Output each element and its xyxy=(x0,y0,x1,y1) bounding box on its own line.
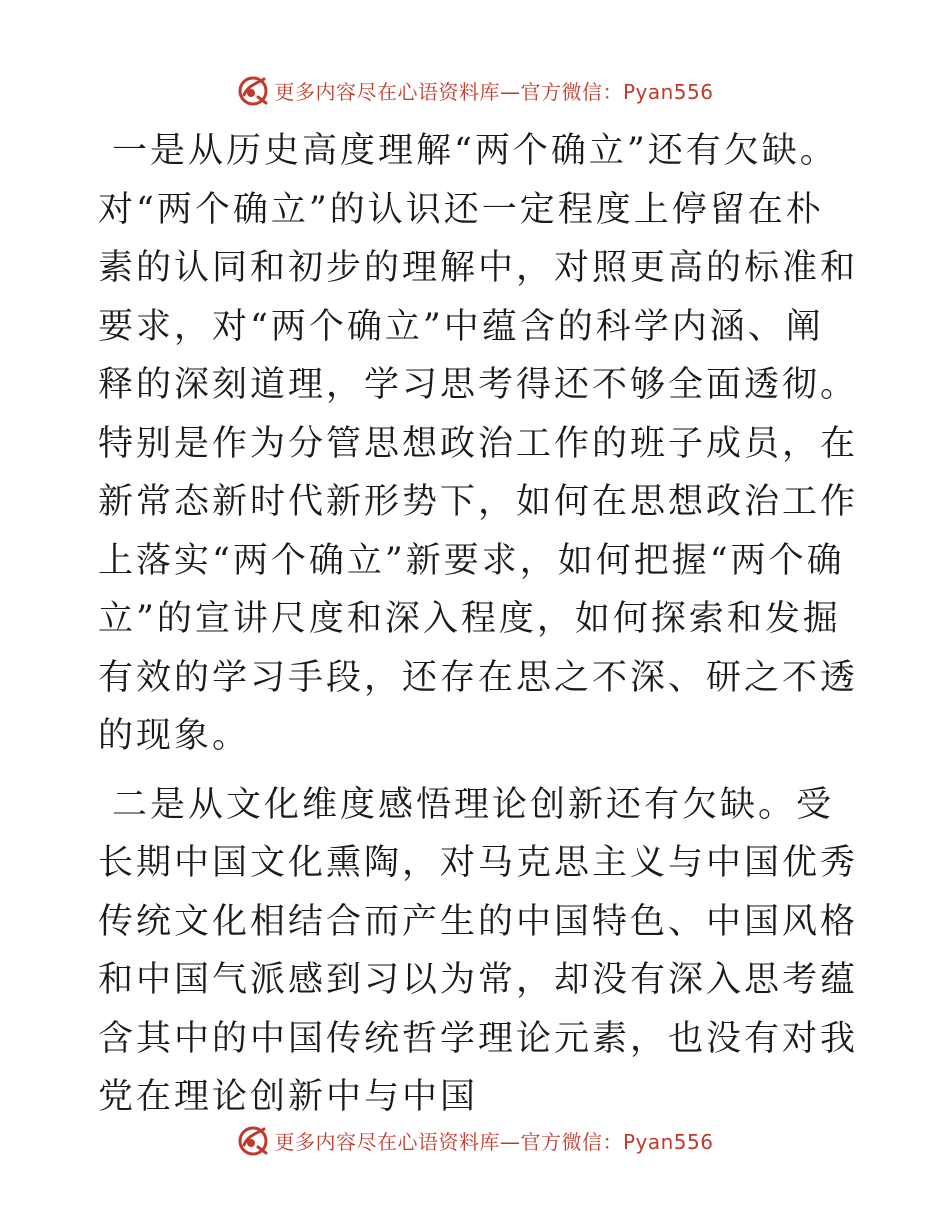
document-body xyxy=(98,122,858,1127)
quill-swirl-logo-icon xyxy=(236,1123,270,1157)
header-watermark xyxy=(0,70,950,110)
footer-watermark xyxy=(0,1120,950,1160)
footer-watermark-text: 更多内容尽在心语资料库—官方微信：Pyan556 xyxy=(274,1129,714,1154)
quill-swirl-logo-icon xyxy=(236,73,270,107)
header-watermark-text: 更多内容尽在心语资料库—官方微信：Pyan556 xyxy=(274,79,714,104)
paragraph-2: 二是从文化维度感悟理论创新还有欠缺。受长期中国文化熏陶，对马克思主义与中国优秀传统文化相结合而产生的中国特色、中国风格和中国气派感到习以为常，却没有深入思考蕴含其中的中国传统哲学理论元素，也没有对我党在理论创新中与中国 xyxy=(98,784,859,1117)
paragraph-1: 一是从历史高度理解“两个确立”还有欠缺。对“两个确立”的认识还一定程度上停留在朴素的认同和初步的理解中，对照更高的标准和要求，对“两个确立”中蕴含的科学内涵、阐释的深刻道理，学习思考得还不够全面透彻。特别是作为分管思想政治工作的班子成员，在新常态新时代新形势下，如何在思想政治工作上落实“两个确立”新要求，如何把握“两个确立”的宣讲尺度和深入程度，如何探索和发掘有效的学习手段，还存在思之不深、研之不透的现象。 xyxy=(98,131,859,756)
